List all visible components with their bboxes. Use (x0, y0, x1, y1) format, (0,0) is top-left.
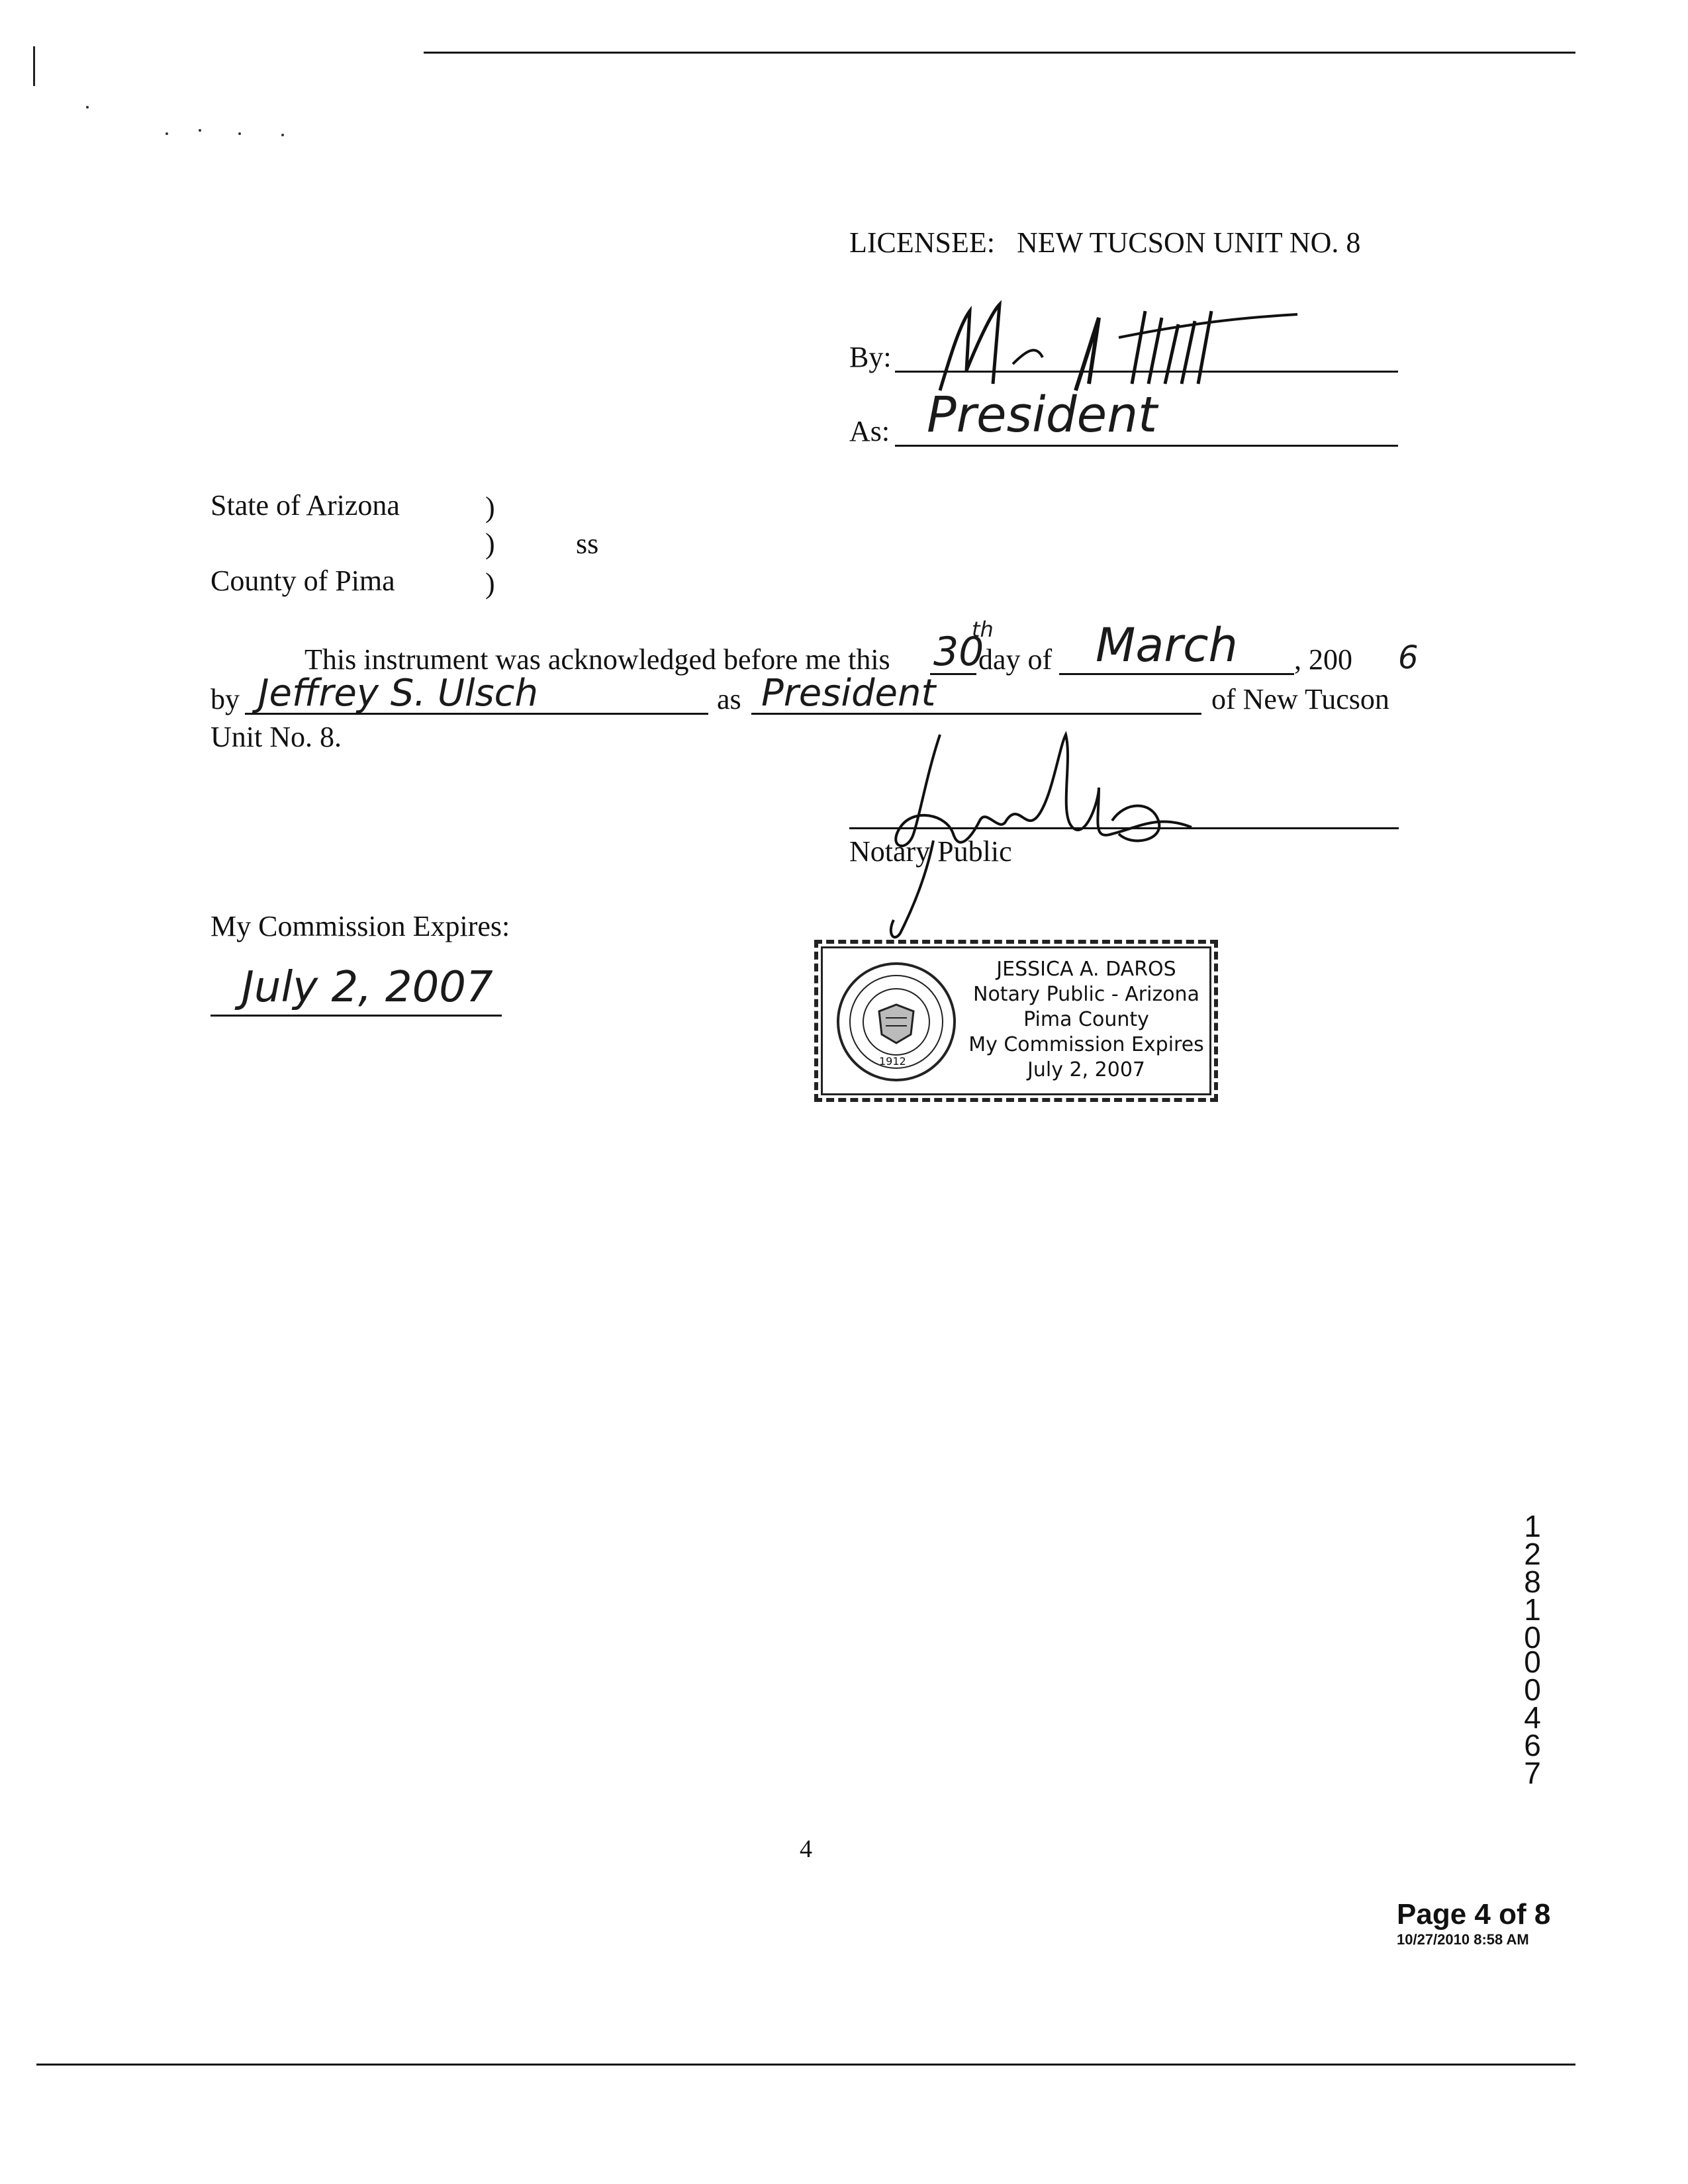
seal-year: 1912 (879, 1055, 906, 1068)
side-stamp-column-1: 12810 (1524, 1509, 1541, 1655)
arizona-seal (837, 962, 956, 1081)
commission-date-handwritten: July 2, 2007 (242, 963, 493, 1012)
venue-state: State of Arizona (211, 489, 400, 522)
scan-speck (199, 129, 201, 132)
notary-label: Notary Public (849, 835, 1012, 868)
footer-page-label: Page 4 of 8 (1397, 1898, 1551, 1931)
scan-speck (281, 134, 284, 136)
footer-timestamp: 10/27/2010 8:58 AM (1397, 1931, 1529, 1948)
as-handwritten-title: President (927, 387, 1158, 443)
venue-paren-3: ) (485, 567, 495, 600)
ack-by-label: by (211, 683, 240, 715)
ack-as-label: as (717, 683, 741, 715)
scan-speck (238, 132, 241, 135)
scan-speck (165, 132, 168, 135)
scan-edge-mark (33, 46, 35, 86)
ack-day-of: day of (978, 643, 1053, 676)
commission-label: My Commission Expires: (211, 910, 510, 942)
venue-ss: ss (576, 527, 599, 560)
as-label: As: (849, 415, 890, 447)
ack-year-handwritten: 6 (1398, 639, 1419, 676)
by-label: By: (849, 341, 892, 373)
ack-day-suffix: th (972, 617, 994, 642)
venue-paren-2: ) (485, 527, 495, 560)
bottom-rule (36, 2064, 1575, 2066)
side-stamp-column-2: 00467 (1524, 1645, 1541, 1790)
ack-year-prefix: , 200 (1294, 643, 1352, 676)
ack-day-handwritten: 30 (933, 629, 984, 675)
page-number: 4 (800, 1835, 812, 1863)
commission-date-line (211, 1015, 502, 1017)
ack-entity-tail: Unit No. 8. (211, 721, 342, 753)
stamp-name: JESSICA A. DAROS (996, 958, 1176, 981)
stamp-line-3: Pima County (1023, 1008, 1149, 1031)
licensee-signature (920, 285, 1317, 404)
ack-signer-handwritten: Jeffrey S. Ulsch (258, 672, 538, 715)
stamp-line-2: Notary Public - Arizona (973, 983, 1199, 1006)
stamp-line-5: July 2, 2007 (1027, 1058, 1145, 1081)
ack-month-handwritten: March (1096, 618, 1238, 672)
venue-county: County of Pima (211, 565, 395, 597)
scan-speck (86, 106, 89, 109)
ack-text-start: This instrument was acknowledged before me this (305, 643, 890, 676)
stamp-line-4: My Commission Expires (968, 1033, 1204, 1056)
notary-stamp (814, 940, 1218, 1102)
licensee-name: NEW TUCSON UNIT NO. 8 (1016, 226, 1361, 259)
venue-paren-1: ) (485, 491, 495, 523)
ack-title-handwritten: President (761, 672, 936, 715)
licensee-heading (849, 228, 1360, 257)
top-rule (424, 52, 1575, 54)
as-signature-line (895, 445, 1398, 447)
ack-of-label: of New Tucson (1211, 683, 1389, 715)
ack-month-line (1059, 673, 1294, 675)
notary-signature (847, 721, 1231, 946)
licensee-label: LICENSEE: (849, 226, 995, 259)
